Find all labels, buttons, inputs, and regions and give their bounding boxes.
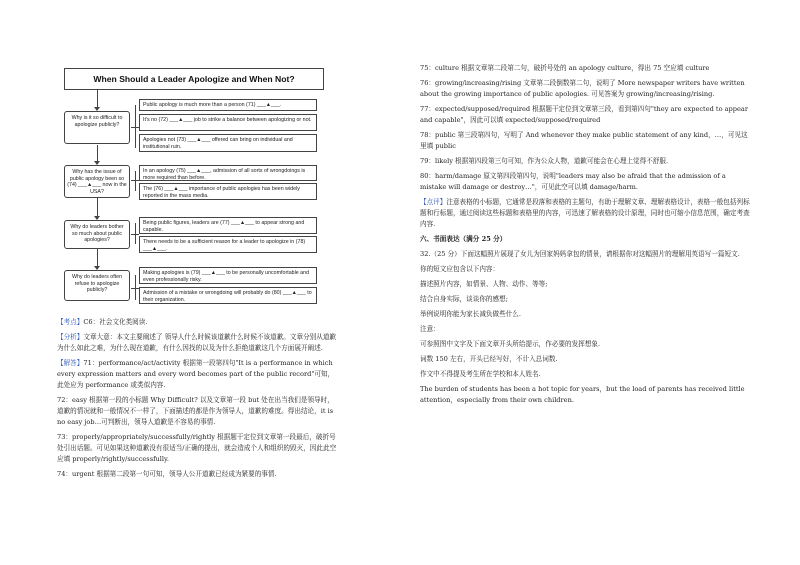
note-1: 可参照图中文字及下面文章开头所给提示，作必要的发挥想象. (420, 340, 601, 348)
answer-box-75: In an apology (75) ___▲___, admission of all sorts of wrongdoings is more required than before. (139, 165, 317, 181)
answer-box-71: Public apology is much more than a person (71) ___▲___. (139, 99, 317, 111)
answer-80: 80：harm/damage 原文第四段第四句，说明"leaders may also be afraid that the admission of a mistake will damage or destroy…"，可见此空可以填 damage/harm. (420, 172, 726, 191)
bracket-line (135, 171, 136, 191)
fenxi-paragraph (57, 332, 340, 354)
answer-box-73: Apologies not (73) ___▲___ offered can bring on individual and institutional ruin. (139, 134, 317, 152)
question-box-4: Why do leaders often refuse to apologize publicly? (64, 270, 130, 301)
apology-diagram (64, 68, 324, 306)
question-box-3: Why do leaders bother so much about public apologies? (64, 220, 130, 249)
requirements-intro: 你的短文应包含以下内容： (420, 265, 500, 273)
section-title: 六、书面表达（满分 25 分） (420, 235, 507, 243)
requirement-1: 描述照片内容，如情景、人物、动作、等等; (420, 280, 548, 288)
question-box-1: Why is it so difficult to apologize publicly? (64, 111, 130, 144)
requirement-3: 举例说明你能为家长减负做些什么. (420, 310, 522, 318)
dianping-paragraph (420, 197, 754, 230)
answer-box-72: It's no (72) ___▲___ job to strike a balance between apologizing or not. (139, 114, 317, 131)
bracket-line (135, 223, 136, 244)
note-2: 词数 150 左右，开头已经写好，不计入总词数. (420, 355, 558, 363)
bracket-line (135, 105, 136, 148)
fenxi-tag: 【分析】 (57, 333, 84, 341)
answer-box-76: The (76) ___▲___ importance of public apologies has been widely reported in the mass media. (139, 183, 317, 200)
dianping-tag: 【点评】 (420, 198, 447, 206)
answer-box-77: Being public figures, leaders are (77) ___▲___ to appear strong and capable. (139, 217, 317, 234)
answer-box-79: Making apologies is (79) ___▲___ to be personally uncomfortable and even professionally risky. (139, 267, 317, 284)
answer-72: 72：easy 根据第一段的小标题 Why Difficult? 以及文章第一段 but 处在出当我们是领导时，道歉的情况就和一般情况不一样了，下面描述的都是作为领导人，道歉的难度。得出结论，it is no easy job…可判断出，领导人道歉是不容易的事情. (57, 396, 334, 426)
answer-77: 77：expected/supposed/required 根据题干定位到文章第三段，看到第四句"they are expected to appear and capable"，因此可以填 expected/supposed/required (420, 105, 748, 124)
note-title: 注意： (420, 325, 440, 333)
answer-box-78: There needs to be a sufficient reason for a leader to apologize in (78) ___▲___. (139, 236, 317, 253)
fenxi-text: 文章大意：本文主要阐述了 领导人什么时候该道歉什么时候不该道歉。文章分别从道歉为什么如此之难，为什么现在道歉，有什么因找的以及为什么拒绝道歉这几个方面展开阐述. (57, 333, 337, 352)
answer-71: 71：performance/act/activity 根据第一段第四句"It is a performance in which every expression matters and every word becomes part of the public record"可知，此处应为 performance 或类似内容. (57, 359, 335, 389)
kaodian-text: C6：社会文化类阅读. (83, 318, 148, 326)
dianping-text: 注意表格的小标题，它通常是段落和表格的主题句，有助于理解文章、理解表格设计，表格一般包括列标题和行标题，通过阅读这些标题和表格里的内容，可迅速了解表格的设计原理，同时也可缩小信息范围，确定考查内容. (420, 198, 750, 228)
requirement-2: 结合自身实际，谈谈你的感想; (420, 295, 508, 303)
question-32: 32.（25 分）下面这幅照片展现了女儿为回家妈妈拿包的情景，请根据你对这幅照片的理解用英语写一篇短文. (420, 250, 740, 258)
answer-79: 79：likely 根据第四段第三句可知，作为公众人物，道歉可能会在心理上觉得不舒服. (420, 157, 669, 165)
answer-76: 76：growing/increasing/rising 文章第二段倒数第二句，说明了 More newspaper writers have written about the growing importance of public apologies. 可见答案为 growing/increasing/rising. (420, 79, 745, 98)
left-column (57, 317, 340, 484)
diagram-title: When Should a Leader Apologize and When Not? (64, 68, 324, 90)
answer-78: 78：public 第三段第四句，写明了 And whenever they make public statement of any kind，…，可见这里填 public (420, 131, 748, 150)
jieda-paragraph (57, 358, 340, 391)
kaodian-paragraph (57, 317, 340, 328)
answer-74: 74：urgent 根据第二段第一句可知，领导人公开道歉已经成为紧要的事情. (57, 470, 277, 478)
jieda-tag: 【解答】 (57, 359, 84, 367)
essay-opening: The burden of students has been a hot topic for years，but the load of parents has received little attention，especially from their own children. (420, 385, 745, 404)
bracket-line (135, 275, 136, 300)
answer-75: 75：culture 根据文章第二段第二句，破折号处的 an apology culture，得出 75 空应填 culture (420, 64, 710, 72)
question-box-2: Why has the issue of public apology been so (74) ___▲___ now in the USA? (64, 165, 130, 198)
note-3: 作文中不得提及考生所在学校和本人姓名. (420, 370, 541, 378)
kaodian-tag: 【考点】 (57, 318, 84, 326)
right-column (420, 63, 754, 410)
answer-73: 73：properly/appropriately/successfully/rightly 根据题干定位到文章第一段最后，破折号处引出话题。可见如果这种道歉没有很适当/正确的提出，就会造成个人和组织的毁灭，因此此空应填 properly/rightly/successfully. (57, 433, 337, 463)
answer-box-80: Admission of a mistake or wrongdoing will probably do (80) ___▲___ to their organization. (139, 287, 317, 304)
